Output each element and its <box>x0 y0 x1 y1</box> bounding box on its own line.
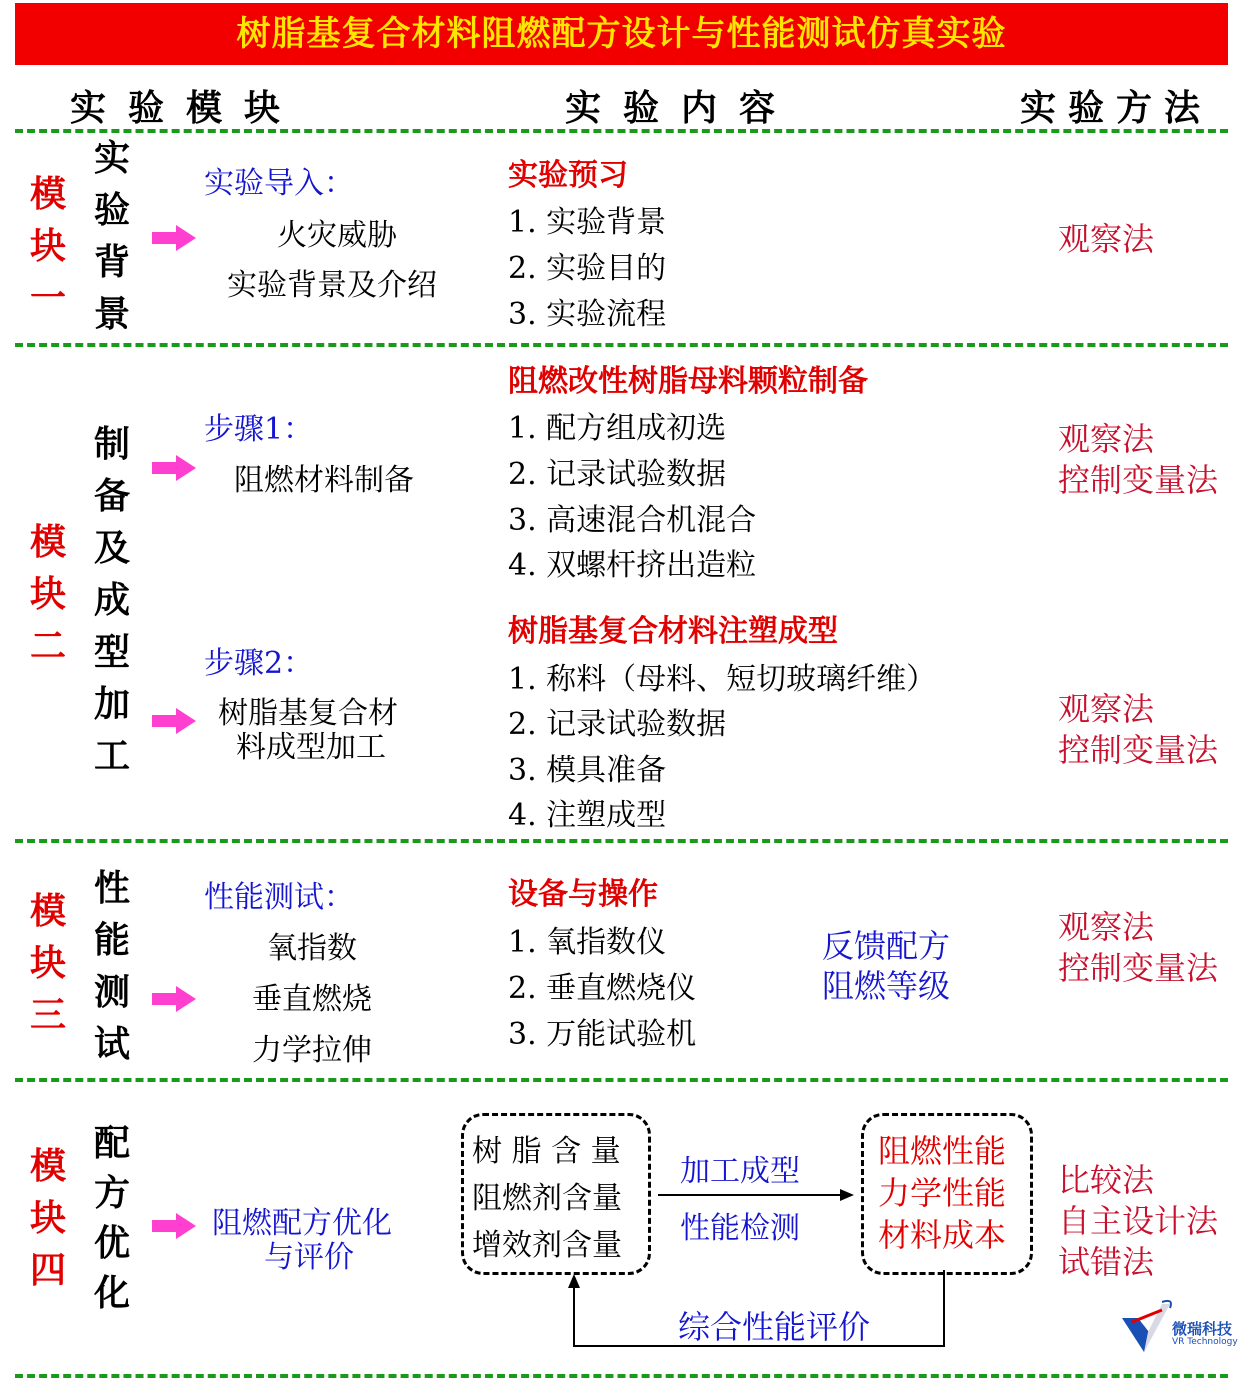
arrow-right-icon <box>152 455 196 481</box>
module-2-method: 控制变量法 <box>1058 461 1219 499</box>
module-2-step2-heading: 步骤2： <box>204 646 314 681</box>
divider <box>15 1078 1228 1082</box>
module-2-content1-item: 1. 配方组成初选 <box>508 411 727 446</box>
module-2-content2-item: 1. 称料（母料、短切玻璃纤维） <box>508 662 937 697</box>
module-1-content-item: 2. 实验目的 <box>508 251 667 286</box>
arrow-right-icon <box>152 986 196 1012</box>
module-2-content1-item: 3. 高速混合机混合 <box>508 503 757 538</box>
module-1-content-heading: 实验预习 <box>508 158 628 193</box>
module-3-method: 控制变量法 <box>1058 949 1219 987</box>
module-4-method: 自主设计法 <box>1058 1202 1219 1240</box>
process-label: 性能检测 <box>680 1211 800 1246</box>
module-2-step1-heading: 步骤1： <box>204 412 314 447</box>
output-item: 力学性能 <box>878 1174 1007 1212</box>
module-4-label: 模块四 <box>29 1145 66 1291</box>
module-3-feedback: 反馈配方 <box>822 927 951 965</box>
module-1-content-item: 3. 实验流程 <box>508 297 667 332</box>
process-label: 加工成型 <box>680 1154 800 1189</box>
divider <box>15 343 1228 347</box>
module-1-step-line: 实验背景及介绍 <box>227 268 437 303</box>
output-item: 阻燃性能 <box>878 1132 1007 1170</box>
divider <box>15 129 1228 133</box>
input-item: 增效剂含量 <box>472 1228 622 1263</box>
arrow-right-icon <box>152 1213 196 1239</box>
module-1-name: 实验背景 <box>93 137 130 335</box>
module-4-step-line: 阻燃配方优化 <box>212 1206 392 1241</box>
module-2-method: 观察法 <box>1058 420 1155 458</box>
module-2-content1-item: 4. 双螺杆挤出造粒 <box>508 548 757 583</box>
module-4-step-line: 与评价 <box>264 1240 354 1275</box>
module-1-label: 模块一 <box>29 173 66 319</box>
module-1-step-line: 火灾威胁 <box>277 218 397 253</box>
module-1-step-heading: 实验导入： <box>204 166 354 201</box>
module-3-step-line: 力学拉伸 <box>252 1033 372 1068</box>
module-4-name: 配方优化 <box>93 1122 130 1314</box>
divider <box>15 1374 1228 1378</box>
module-1-content-item: 1. 实验背景 <box>508 205 667 240</box>
module-2-label: 模块二 <box>29 521 66 667</box>
module-4-method: 试错法 <box>1058 1243 1155 1281</box>
output-item: 材料成本 <box>878 1216 1007 1254</box>
module-3-feedback: 阻燃等级 <box>822 967 951 1005</box>
module-1-method: 观察法 <box>1058 220 1155 258</box>
module-3-label: 模块三 <box>29 890 66 1036</box>
module-2-content2-item: 3. 模具准备 <box>508 753 667 788</box>
divider <box>15 839 1228 843</box>
logo-sub: VR Technology <box>1172 1337 1238 1347</box>
module-3-content-item: 1. 氧指数仪 <box>508 925 667 960</box>
module-2-content1-item: 2. 记录试验数据 <box>508 457 727 492</box>
vr-logo-icon <box>1118 1296 1178 1356</box>
module-2-content2-item: 4. 注塑成型 <box>508 798 667 833</box>
module-3-name: 性能测试 <box>93 867 130 1065</box>
logo-name: 微瑞科技 <box>1172 1320 1233 1338</box>
module-2-name: 制备及成型加工 <box>93 423 130 777</box>
module-2-step2-line: 树脂基复合材 <box>218 696 398 731</box>
arrow-right-icon <box>152 225 196 251</box>
input-item: 阻燃剂含量 <box>472 1181 622 1216</box>
module-2-method: 观察法 <box>1058 690 1155 728</box>
module-3-step-line: 氧指数 <box>267 931 357 966</box>
header-method: 实验方法 <box>1020 87 1213 129</box>
module-3-method: 观察法 <box>1058 908 1155 946</box>
module-4-method: 比较法 <box>1058 1161 1155 1199</box>
page-title: 树脂基复合材料阻燃配方设计与性能测试仿真实验 <box>236 14 1007 54</box>
header-content: 实验内容 <box>565 87 798 129</box>
module-2-step2-line: 料成型加工 <box>236 730 386 765</box>
process-arrow-icon <box>658 1188 854 1202</box>
header-module: 实验模块 <box>70 87 303 129</box>
module-3-content-item: 2. 垂直燃烧仪 <box>508 971 697 1006</box>
module-2-method: 控制变量法 <box>1058 731 1219 769</box>
module-2-content2-item: 2. 记录试验数据 <box>508 707 727 742</box>
module-3-step-line: 垂直燃烧 <box>252 982 372 1017</box>
input-item: 树 脂 含 量 <box>472 1134 621 1169</box>
module-3-step-heading: 性能测试： <box>204 880 354 915</box>
module-3-content-item: 3. 万能试验机 <box>508 1017 697 1052</box>
module-3-content-heading: 设备与操作 <box>508 877 658 912</box>
module-2-step1-line: 阻燃材料制备 <box>234 463 414 498</box>
arrow-right-icon <box>152 708 196 734</box>
loop-label: 综合性能评价 <box>678 1308 871 1346</box>
module-2-content1-heading: 阻燃改性树脂母料颗粒制备 <box>508 364 868 399</box>
module-2-content2-heading: 树脂基复合材料注塑成型 <box>508 614 838 649</box>
